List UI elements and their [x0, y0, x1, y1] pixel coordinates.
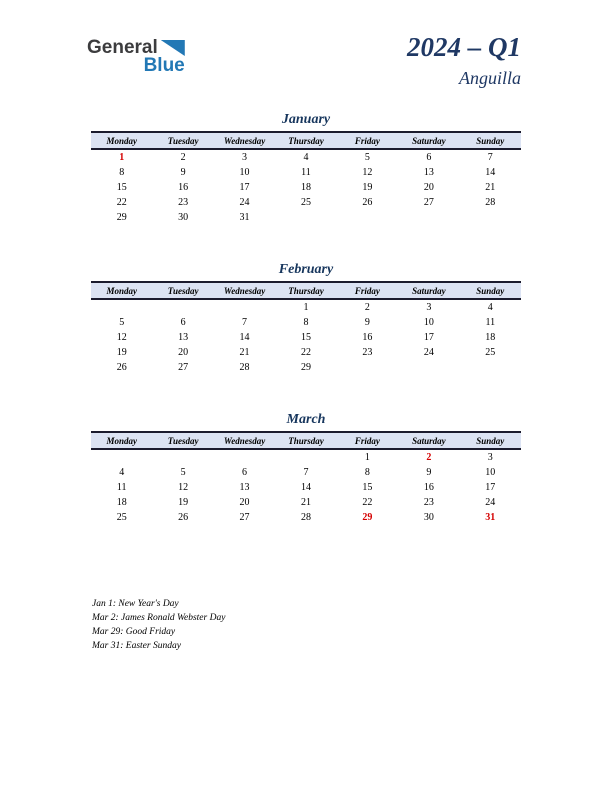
date-cell: 20: [423, 182, 434, 193]
date-cell: 25: [485, 347, 496, 358]
date-cell: 22: [362, 497, 373, 508]
date-cell: 31: [485, 512, 496, 523]
date-cell: 4: [119, 467, 125, 478]
week-row: [91, 345, 521, 360]
date-cell: 10: [485, 467, 496, 478]
day-header: Monday: [91, 432, 152, 449]
date-cell: 2: [180, 152, 186, 163]
date-cell: 28: [239, 362, 250, 373]
empty-date-cell: [152, 299, 213, 315]
day-header: Saturday: [398, 282, 459, 299]
date-cell: 3: [242, 152, 248, 163]
date-cell: 9: [426, 467, 432, 478]
date-cell: 20: [178, 347, 189, 358]
week-row: [91, 330, 521, 345]
date-cell: 27: [178, 362, 189, 373]
date-cell: 7: [487, 152, 493, 163]
day-header: Wednesday: [214, 432, 275, 449]
date-cell: 21: [239, 347, 250, 358]
date-cell: 9: [364, 317, 370, 328]
day-header: Thursday: [275, 132, 336, 149]
empty-date-cell: [152, 449, 213, 465]
date-cell: 16: [362, 332, 373, 343]
date-cell: 16: [178, 182, 189, 193]
empty-date-cell: [214, 299, 275, 315]
day-header-row: [91, 282, 521, 299]
date-cell: 30: [423, 512, 434, 523]
general-blue-logo: [87, 38, 185, 76]
day-header: Saturday: [398, 132, 459, 149]
date-cell: 8: [303, 317, 309, 328]
legend-item: Mar 31: Easter Sunday: [92, 641, 181, 651]
empty-date-cell: [460, 210, 521, 225]
week-row: [91, 180, 521, 195]
day-header: Monday: [91, 132, 152, 149]
day-header: Monday: [91, 282, 152, 299]
date-cell: 2: [426, 452, 432, 463]
date-cell: 26: [362, 197, 373, 208]
date-cell: 7: [303, 467, 309, 478]
date-cell: 7: [242, 317, 248, 328]
month-table: [91, 281, 521, 375]
date-cell: 11: [485, 317, 496, 328]
date-cell: 13: [239, 482, 250, 493]
date-cell: 28: [300, 512, 311, 523]
day-header: Tuesday: [152, 432, 213, 449]
date-cell: 10: [423, 317, 434, 328]
title-block: [407, 32, 521, 89]
week-row: [91, 510, 521, 525]
date-cell: 31: [239, 212, 250, 223]
day-header-row: [91, 132, 521, 149]
page-subtitle: Anguilla: [459, 68, 521, 88]
date-cell: 19: [116, 347, 127, 358]
date-cell: 5: [119, 317, 125, 328]
date-cell: 2: [364, 302, 370, 313]
date-cell: 3: [426, 302, 432, 313]
date-cell: 29: [116, 212, 127, 223]
date-cell: 30: [178, 212, 189, 223]
month-section-march: [91, 412, 521, 525]
date-cell: 18: [116, 497, 127, 508]
week-row: [91, 315, 521, 330]
week-row: [91, 360, 521, 375]
logo-triangle-icon: [161, 40, 185, 56]
empty-date-cell: [275, 449, 336, 465]
date-cell: 14: [485, 167, 496, 178]
date-cell: 15: [116, 182, 127, 193]
page-title: 2024 – Q1: [407, 32, 521, 62]
month-table: [91, 131, 521, 225]
date-cell: 26: [116, 362, 127, 373]
date-cell: 18: [485, 332, 496, 343]
day-header: Sunday: [460, 432, 521, 449]
legend-item: Mar 2: James Ronald Webster Day: [92, 613, 226, 623]
empty-date-cell: [398, 210, 459, 225]
date-cell: 12: [178, 482, 189, 493]
day-header: Thursday: [275, 432, 336, 449]
empty-date-cell: [337, 210, 398, 225]
date-cell: 20: [239, 497, 250, 508]
day-header: Friday: [337, 132, 398, 149]
week-row: [91, 449, 521, 465]
empty-date-cell: [460, 360, 521, 375]
date-cell: 17: [485, 482, 496, 493]
legend: [92, 597, 225, 653]
month-grid: [91, 149, 521, 225]
date-cell: 26: [178, 512, 189, 523]
date-cell: 11: [116, 482, 127, 493]
empty-date-cell: [91, 449, 152, 465]
date-cell: 14: [300, 482, 311, 493]
day-header: Tuesday: [152, 132, 213, 149]
date-cell: 23: [423, 497, 434, 508]
month-title: February: [278, 262, 334, 277]
date-cell: 21: [300, 497, 311, 508]
date-cell: 6: [426, 152, 432, 163]
month-table: [91, 431, 521, 525]
date-cell: 4: [487, 302, 493, 313]
week-row: [91, 149, 521, 165]
date-cell: 3: [487, 452, 493, 463]
month-title: January: [281, 112, 331, 127]
day-header: Friday: [337, 432, 398, 449]
month-section-february: [91, 262, 521, 375]
empty-date-cell: [91, 299, 152, 315]
date-cell: 12: [116, 332, 127, 343]
date-cell: 23: [362, 347, 373, 358]
day-header-row: [91, 432, 521, 449]
logo-text-general: General: [87, 37, 158, 58]
date-cell: 5: [364, 152, 370, 163]
week-row: [91, 495, 521, 510]
empty-date-cell: [398, 360, 459, 375]
date-cell: 25: [300, 197, 311, 208]
date-cell: 17: [239, 182, 250, 193]
date-cell: 12: [362, 167, 373, 178]
date-cell: 16: [423, 482, 434, 493]
legend-item: Mar 29: Good Friday: [92, 627, 176, 637]
day-header: Thursday: [275, 282, 336, 299]
date-cell: 25: [116, 512, 127, 523]
day-header: Wednesday: [214, 132, 275, 149]
date-cell: 24: [423, 347, 434, 358]
date-cell: 14: [239, 332, 250, 343]
date-cell: 27: [239, 512, 250, 523]
date-cell: 1: [364, 452, 370, 463]
date-cell: 9: [180, 167, 186, 178]
day-header: Sunday: [460, 132, 521, 149]
date-cell: 29: [300, 362, 311, 373]
date-cell: 18: [300, 182, 311, 193]
week-row: [91, 165, 521, 180]
date-cell: 15: [300, 332, 311, 343]
date-cell: 8: [364, 467, 370, 478]
day-header: Saturday: [398, 432, 459, 449]
date-cell: 29: [362, 512, 373, 523]
week-row: [91, 299, 521, 315]
date-cell: 23: [178, 197, 189, 208]
date-cell: 4: [303, 152, 309, 163]
week-row: [91, 480, 521, 495]
month-title: March: [286, 412, 326, 427]
week-row: [91, 465, 521, 480]
week-row: [91, 210, 521, 225]
date-cell: 11: [301, 167, 311, 178]
date-cell: 24: [239, 197, 250, 208]
date-cell: 6: [242, 467, 248, 478]
date-cell: 19: [178, 497, 189, 508]
date-cell: 13: [178, 332, 189, 343]
date-cell: 22: [116, 197, 127, 208]
date-cell: 19: [362, 182, 373, 193]
date-cell: 8: [119, 167, 125, 178]
empty-date-cell: [275, 210, 336, 225]
date-cell: 27: [423, 197, 434, 208]
day-header: Friday: [337, 282, 398, 299]
date-cell: 22: [300, 347, 311, 358]
date-cell: 28: [485, 197, 496, 208]
date-cell: 24: [485, 497, 496, 508]
day-header: Wednesday: [214, 282, 275, 299]
week-row: [91, 195, 521, 210]
date-cell: 10: [239, 167, 250, 178]
month-grid: [91, 299, 521, 375]
date-cell: 1: [119, 152, 125, 163]
month-section-january: [91, 112, 521, 225]
date-cell: 5: [180, 467, 186, 478]
empty-date-cell: [337, 360, 398, 375]
date-cell: 1: [303, 302, 309, 313]
logo-text-blue: Blue: [143, 55, 185, 76]
empty-date-cell: [214, 449, 275, 465]
date-cell: 21: [485, 182, 496, 193]
date-cell: 15: [362, 482, 373, 493]
date-cell: 13: [423, 167, 434, 178]
date-cell: 6: [180, 317, 186, 328]
date-cell: 17: [423, 332, 434, 343]
legend-item: Jan 1: New Year's Day: [92, 599, 179, 609]
day-header: Sunday: [460, 282, 521, 299]
month-grid: [91, 449, 521, 525]
day-header: Tuesday: [152, 282, 213, 299]
